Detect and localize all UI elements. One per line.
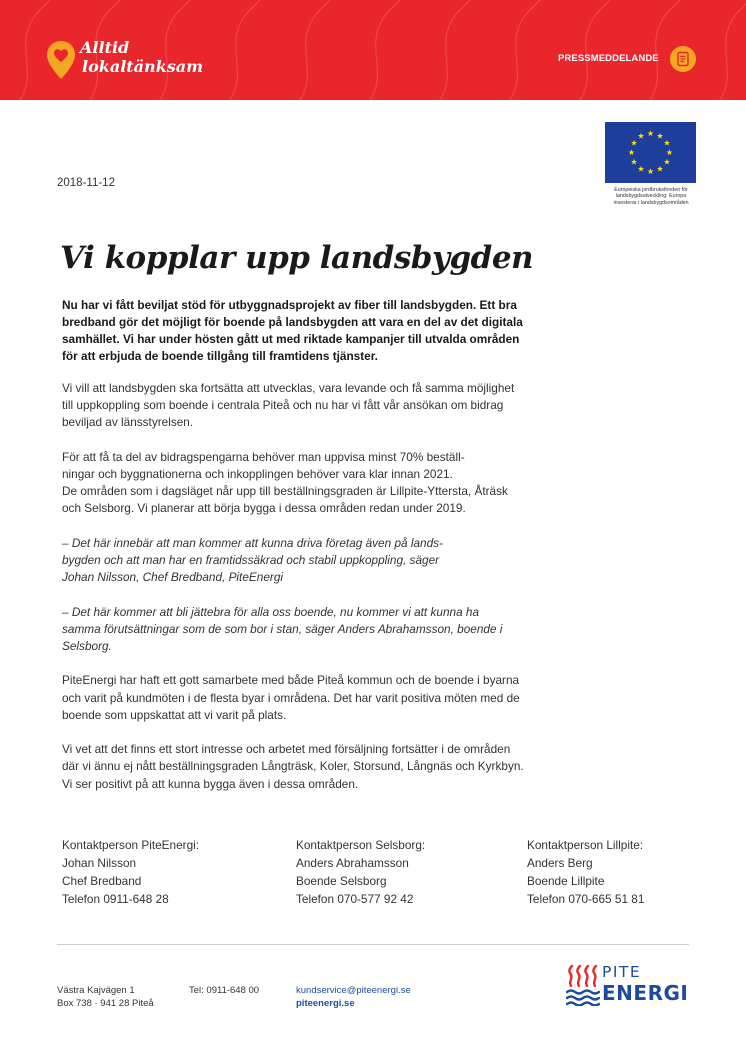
address-line: Box 738 · 941 28 Piteå xyxy=(57,997,154,1009)
document-button[interactable] xyxy=(670,46,696,72)
footer-links xyxy=(296,985,411,1010)
flame-water-logo-icon xyxy=(566,964,600,1006)
release-date: 2018-11-12 xyxy=(57,177,115,189)
contact-piteenergi xyxy=(62,836,199,908)
body-line: PiteEnergi har haft ett gott samarbete med både Piteå kommun och de boende i byarna xyxy=(62,673,520,688)
website-link[interactable]: piteenergi.se xyxy=(296,997,355,1009)
contact-heading: Kontaktperson Lillpite: xyxy=(527,838,644,852)
eu-caption-line: investerar i landsbygdsområden xyxy=(613,199,689,206)
contact-role: Boende Selsborg xyxy=(296,874,387,888)
contact-name: Anders Abrahamsson xyxy=(296,856,409,870)
eu-star xyxy=(657,166,663,172)
contact-selsborg xyxy=(296,836,425,908)
eu-caption-line: Europeiska jordbruksfonden för xyxy=(614,187,688,193)
press-header xyxy=(0,0,746,100)
body-line: till uppkoppling som boende i centrala Piteå och nu har vi fått vår ansökan om bidrag xyxy=(62,398,504,413)
eu-star xyxy=(631,159,637,165)
body-line: – Det här kommer att bli jättebra för alla oss boende, nu kommer vi att kunna ha xyxy=(62,604,480,619)
eu-flag xyxy=(605,122,696,183)
contact-phone: Telefon 070-665 51 81 xyxy=(527,892,645,906)
contact-name: Johan Nilsson xyxy=(62,856,137,870)
body-paragraph xyxy=(62,449,602,518)
body-line: Johan Nilsson, Chef Bredband, PiteEnergi xyxy=(62,570,283,585)
body-paragraph xyxy=(62,380,602,432)
lead-paragraph xyxy=(62,297,592,365)
footer-divider xyxy=(57,944,689,945)
body-line: beviljad av länsstyrelsen. xyxy=(62,415,194,430)
body-line: bygden och att man har en framtidssäkrad och stabil uppkoppling, säger xyxy=(62,553,440,567)
contact-role: Chef Bredband xyxy=(62,874,142,888)
eu-star xyxy=(647,130,653,136)
heart-pin-icon xyxy=(46,40,76,80)
eu-star xyxy=(628,149,634,155)
address-line: Västra Kajvägen 1 xyxy=(57,985,135,996)
document-icon xyxy=(676,51,690,67)
lead-line: för att erbjuda de boende tillgång till framtidens tjänster. xyxy=(62,349,378,363)
quote-johan xyxy=(62,535,602,587)
lead-line: Nu har vi fått beviljat stöd för utbyggnadsprojekt av fiber till landsbygden. Ett bra xyxy=(62,298,517,312)
body-line: För att få ta del av bidragspengarna behöver man uppvisa minst 70% beställ- xyxy=(62,449,465,464)
header-tagline xyxy=(80,38,203,76)
footer-phone: Tel: 0911-648 00 xyxy=(189,985,260,996)
footer-address xyxy=(57,985,154,1010)
press-release-label: PRESSMEDDELANDE xyxy=(558,53,659,64)
contact-lillpite xyxy=(527,836,644,908)
piteenergi-logo xyxy=(566,964,690,1006)
body-line: där vi ännu ej nått beställningsgraden Långträsk, Koler, Storsund, Långnäs och Kyrkbyn. xyxy=(62,759,524,774)
contact-heading: Kontaktperson PiteEnergi: xyxy=(62,838,200,852)
contact-heading: Kontaktperson Selsborg: xyxy=(296,838,426,852)
body-text xyxy=(62,380,602,810)
body-line: Selsborg. xyxy=(62,639,112,653)
eu-star xyxy=(664,159,670,165)
body-line: samma förutsättningar som de som bor i stan, säger Anders Abrahamsson, boende i xyxy=(62,621,503,636)
body-line: De områden som i dagsläget når upp till beställningsgraden är Lillpite-Yttersta, Åträsk xyxy=(62,484,508,499)
eu-star xyxy=(631,140,637,146)
tagline-line-1: Alltid xyxy=(80,38,130,57)
contact-phone: Telefon 0911-648 28 xyxy=(62,892,169,906)
body-line: – Det här innebär att man kommer att kunna driva företag även på lands- xyxy=(62,535,443,550)
eu-star xyxy=(638,166,644,172)
brand-word-energi: ENERGI xyxy=(602,981,689,1005)
page-title: Vi kopplar upp landsbygden xyxy=(60,240,534,276)
eu-star xyxy=(638,133,644,139)
lead-line: samhället. Vi har under hösten gått ut med riktade kampanjer till utvalda områden xyxy=(62,332,520,346)
body-line: boende som uppskattat att vi varit på plats. xyxy=(62,707,287,722)
eu-star xyxy=(657,133,663,139)
body-line: och Selsborg. Vi planerar att börja bygga i dessa områden redan under 2019. xyxy=(62,501,466,516)
body-line: och varit på kundmöten i de flesta byar i områdena. Det har varit positiva möten med de xyxy=(62,690,520,705)
body-paragraph xyxy=(62,672,602,724)
eu-star xyxy=(664,140,670,146)
contact-role: Boende Lillpite xyxy=(527,874,605,888)
tagline-line-2: lokaltänksam xyxy=(82,57,204,76)
body-line: ningar och byggnationerna och inkopplingen behöver vara klar innan 2021. xyxy=(62,467,453,481)
lead-line: bredband gör det möjligt för boende på landsbygden att vara en del av det digitala xyxy=(62,315,523,329)
body-line: Vi ser positivt på att kunna bygga även i dessa områden. xyxy=(62,776,359,791)
quote-anders xyxy=(62,604,602,656)
body-line: Vi vill att landsbygden ska fortsätta att utvecklas, vara levande och få samma möjlighet xyxy=(62,381,515,395)
email-link[interactable]: kundservice@piteenergi.se xyxy=(296,985,411,996)
eu-caption-line: landsbygdsutveckling: Europa xyxy=(615,193,687,200)
contact-phone: Telefon 070-577 92 42 xyxy=(296,892,414,906)
body-line: Vi vet att det finns ett stort intresse och arbetet med försäljning fortsätter i de områden xyxy=(62,742,511,757)
eu-star xyxy=(666,149,672,155)
brand-word-pite: PITE xyxy=(602,963,642,981)
contact-name: Anders Berg xyxy=(527,856,593,870)
eu-star xyxy=(647,168,653,174)
eu-stars-icon xyxy=(605,122,696,183)
body-paragraph xyxy=(62,741,602,793)
eu-caption xyxy=(601,187,701,206)
